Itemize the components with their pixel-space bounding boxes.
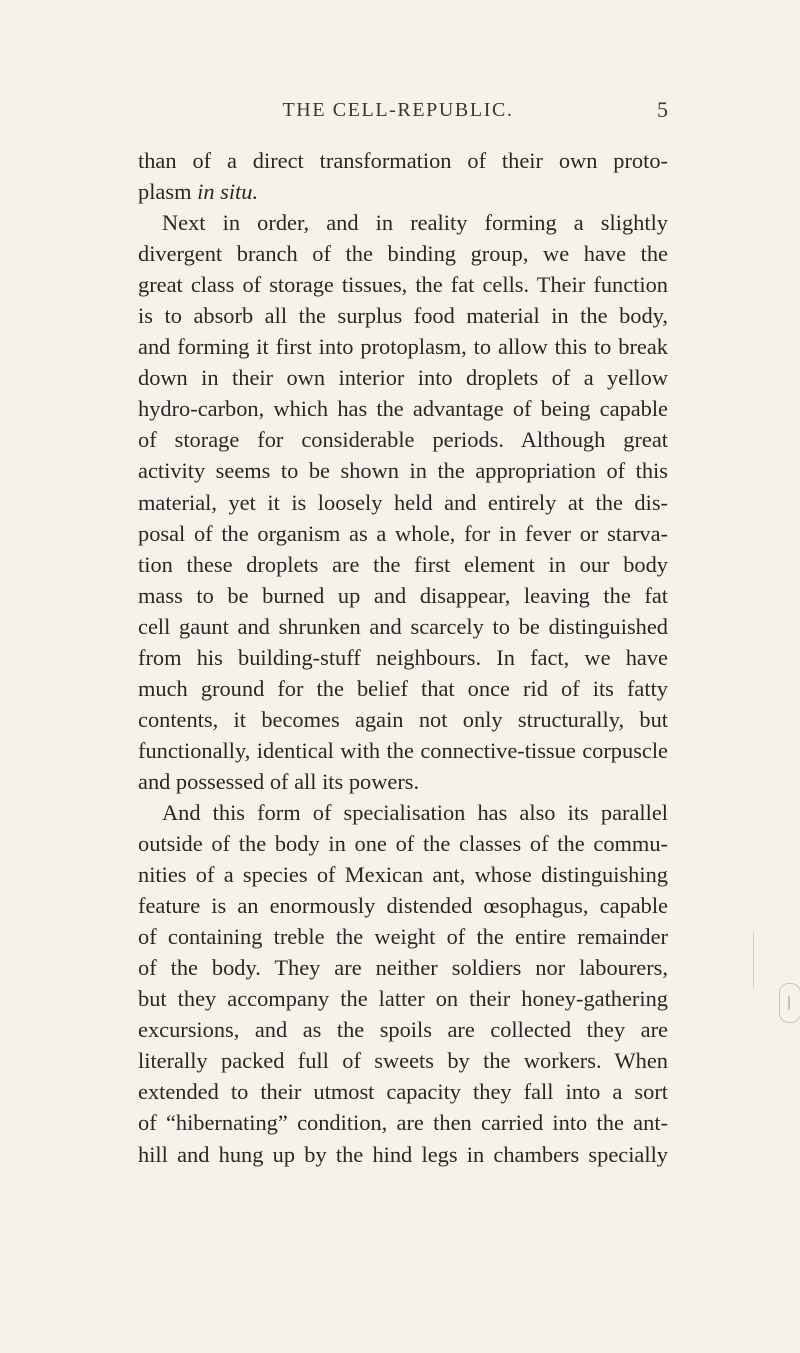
text-line: material, yet it is loosely held and entirely at the dis- — [138, 489, 668, 515]
text-line: down in their own interior into droplets of a yellow — [138, 365, 668, 391]
text-line: great class of storage tissues, the fat cells. Their function — [138, 272, 668, 298]
running-head — [136, 97, 668, 127]
text-line: cell gaunt and shrunken and scarcely to be distinguished — [138, 613, 668, 639]
text-line: posal of the organism as a whole, for in fever or starva- — [138, 520, 668, 546]
text-line: Next in order, and in reality forming a slightly — [162, 210, 668, 236]
text-line: than of a direct transformation of their own proto- — [138, 148, 668, 173]
text-line: much ground for the belief that once rid of its fatty — [138, 675, 668, 701]
text-line: of storage for considerable periods. Although great — [138, 427, 668, 453]
text-line: hydro-carbon, which has the advantage of being capable — [138, 396, 668, 422]
text-line: extended to their utmost capacity they fall into a sort — [138, 1079, 668, 1105]
italic-phrase: in situ. — [197, 179, 259, 205]
body-text — [138, 145, 668, 1170]
text-line: and possessed of all its powers. — [138, 768, 420, 794]
text-line: of the body. They are neither soldiers nor labourers, — [138, 955, 668, 981]
text-line: of containing treble the weight of the entire remainder — [138, 924, 668, 950]
text-line: tion these droplets are the first element in our body — [138, 551, 668, 577]
text-line: literally packed full of sweets by the workers. When — [138, 1048, 668, 1074]
text-line: outside of the body in one of the classes of the commu- — [138, 831, 668, 857]
text-line: hill and hung up by the hind legs in chambers specially — [138, 1141, 668, 1167]
running-title: THE CELL-REPUBLIC. — [282, 99, 514, 121]
text-line: activity seems to be shown in the appropriation of this — [138, 458, 668, 484]
text-line: contents, it becomes again not only structurally, but — [138, 706, 668, 732]
text-line: of “hibernating” condition, are then carried into the ant- — [138, 1110, 668, 1136]
text-line: mass to be burned up and disappear, leaving the fat — [138, 582, 668, 608]
text-line: plasm in situ. — [138, 179, 259, 205]
text-line: excursions, and as the spoils are collected they are — [138, 1017, 668, 1043]
text-line: And this form of specialisation has also its parallel — [162, 799, 668, 825]
text-line: but they accompany the latter on their honey-gathering — [138, 986, 668, 1012]
margin-crease — [753, 932, 754, 988]
text-line: nities of a species of Mexican ant, whose distinguishing — [138, 862, 668, 888]
text-line: is to absorb all the surplus food material in the body, — [138, 303, 668, 329]
text-line: from his building-stuff neighbours. In fact, we have — [138, 644, 668, 670]
text-line: divergent branch of the binding group, we have the — [138, 241, 668, 267]
page-number: 5 — [657, 97, 668, 122]
text-line: feature is an enormously distended œsophagus, capable — [138, 893, 668, 919]
binding-clip-icon — [779, 983, 800, 1023]
text-line: and forming it first into protoplasm, to allow this to break — [138, 334, 668, 360]
text-line: functionally, identical with the connective-tissue corpuscle — [138, 737, 668, 763]
